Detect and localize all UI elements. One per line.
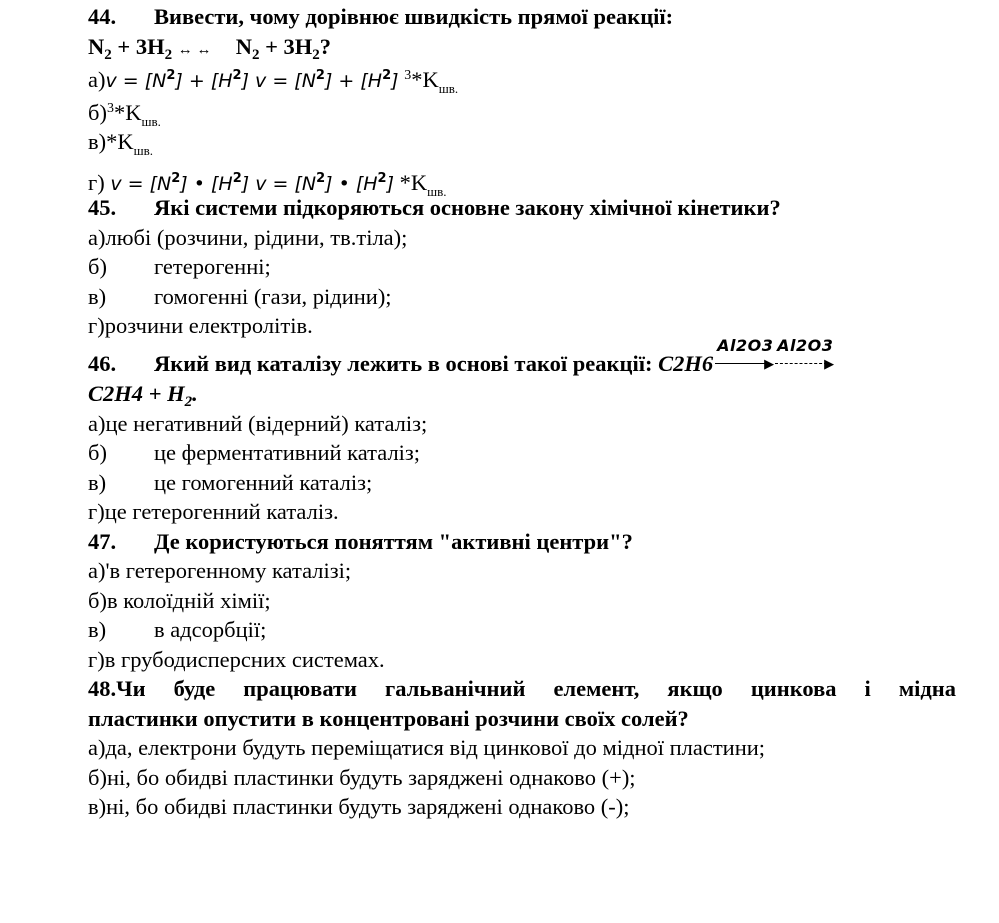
- question-number: 45.: [88, 195, 117, 220]
- rate-formula: $v = [N^2] + [H^2] v = [N^2] + [H^2]$: [105, 68, 399, 92]
- reactant: C2H6: [658, 351, 714, 376]
- option-44-a: $а)v = [N^2] + [H^2] v = [N^2] + [H^2]$ $^3*K_{шв.}$: [88, 67, 459, 96]
- question-45-title: [88, 193, 956, 223]
- question-48-title: 48.Чи буде працювати гальванічний елемент, якщо цинкова і мідна: [88, 676, 956, 701]
- rate-formula: $v = [N^2]$ • $[H^2] v = [N^2]$ • $[H^2]$: [110, 171, 394, 195]
- option-44-c: $в)*K_{шв.}$: [88, 129, 154, 158]
- option-46-b: б) це ферментативний каталіз;: [88, 440, 421, 465]
- option-47-d: г)в грубодисперсних системах.: [88, 646, 385, 672]
- option-44-b: $б)^3*K_{шв.}$: [88, 100, 161, 129]
- question-44-title: [88, 2, 956, 32]
- option-46-c: в) це гомогенний каталіз;: [88, 469, 373, 495]
- option-47-b: б)в колоїдній хімії;: [88, 587, 271, 613]
- question-44-equation: $N_2 + 3H_2$ ↔ ↔ $N_2 + 3H_2$?: [88, 32, 956, 62]
- question-text: Які системи підкоряються основне закону хімічної кінетики?: [154, 195, 781, 220]
- option-45-c: в) гомогенні (гази, рідини);: [88, 283, 392, 309]
- question-number: 47.: [88, 528, 117, 554]
- question-number: 46.: [88, 351, 117, 376]
- question-46-products: $C2H4 + H_2$.: [88, 381, 198, 410]
- option-46-a: а)це негативний (відерний) каталіз;: [88, 410, 428, 436]
- question-text: Який вид каталізу лежить в основі такої реакції:: [154, 351, 653, 376]
- option-44-d: г) $v = [N^2]$ • $[H^2] v = [N^2]$ • $[H^2]$ $*K_{шв.}$: [88, 170, 447, 199]
- question-47-title: [88, 527, 956, 557]
- catalyst-arrow-2: Al2O3 ▶: [777, 336, 835, 371]
- option-48-c: в)ні, бо обидві пластинки будуть заряджені однаково (-);: [88, 794, 630, 819]
- catalyst-arrow-1: Al2O3 ▶: [717, 336, 775, 371]
- option-48-b: б)ні, бо обидві пластинки будуть заряджені однаково (+);: [88, 764, 636, 790]
- option-45-d: г)розчини електролітів.: [88, 313, 313, 338]
- option-45-b: б) гетерогенні;: [88, 254, 271, 279]
- option-47-c: в) в адсорбції;: [88, 617, 267, 642]
- document-page: [88, 2, 956, 822]
- option-48-a: а)да, електрони будуть переміщатися від цинкової до мідної пластини;: [88, 735, 766, 760]
- option-47-a: а)'в гетерогенному каталізі;: [88, 558, 352, 583]
- question-46-title: [88, 336, 956, 379]
- question-text: Де користуються поняттям "активні центри"?: [154, 528, 633, 554]
- question-number: 44.: [88, 4, 117, 29]
- equilibrium-arrows: ↔ ↔: [177, 41, 212, 58]
- option-45-a: а)любі (розчини, рідини, тв.тіла);: [88, 224, 408, 250]
- question-48-title-cont: пластинки опустити в концентровані розчини своїх солей?: [88, 705, 689, 731]
- option-46-d: г)це гетерогенний каталіз.: [88, 499, 339, 524]
- question-text: Вивести, чому дорівнює швидкість прямої реакції:: [154, 4, 674, 29]
